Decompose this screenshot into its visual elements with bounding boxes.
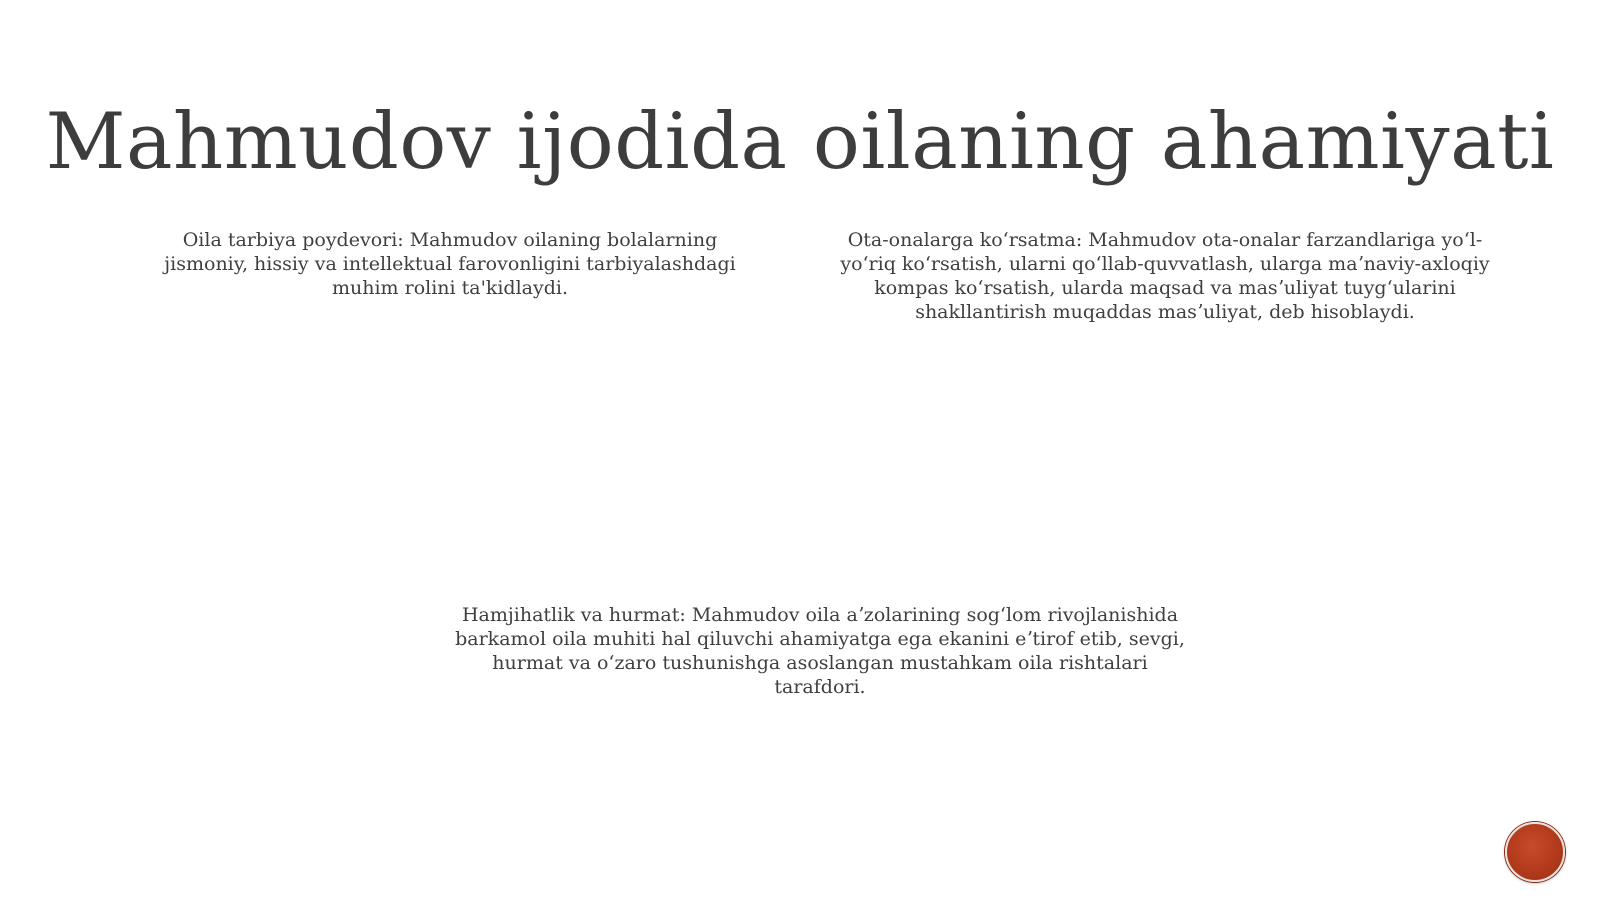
paragraph-parent-guidance: Ota-onalarga koʻrsatma: Mahmudov ota-onalar farzandlariga yoʻl-yoʻriq koʻrsatish, ularni qoʻllab-quvvatlash, ularga maʼnaviy-axloqiy kompas koʻrsatish, ularda maqsad va masʼuliyat tuygʻularini shakllantirish muqaddas masʼuliyat, deb hisoblaydi. [840, 229, 1490, 323]
slide-title: Mahmudov ijodida oilaning ahamiyati [45, 97, 1555, 188]
paragraph-family-foundation: Oila tarbiya poydevori: Mahmudov oilaning bolalarning jismoniy, hissiy va intellektual farovonligini tarbiyalashdagi muhim rolini ta'kidlaydi. [164, 229, 736, 299]
circle-button-icon[interactable] [1505, 822, 1565, 882]
paragraph-harmony-respect: Hamjihatlik va hurmat: Mahmudov oila aʼzolarining sogʻlom rivojlanishida barkamol oila muhiti hal qiluvchi ahamiyatga ega ekanini eʼtirof etib, sevgi, hurmat va oʻzaro tushunishga asoslangan mustahkam oila rishtalari tarafdori. [455, 604, 1185, 698]
